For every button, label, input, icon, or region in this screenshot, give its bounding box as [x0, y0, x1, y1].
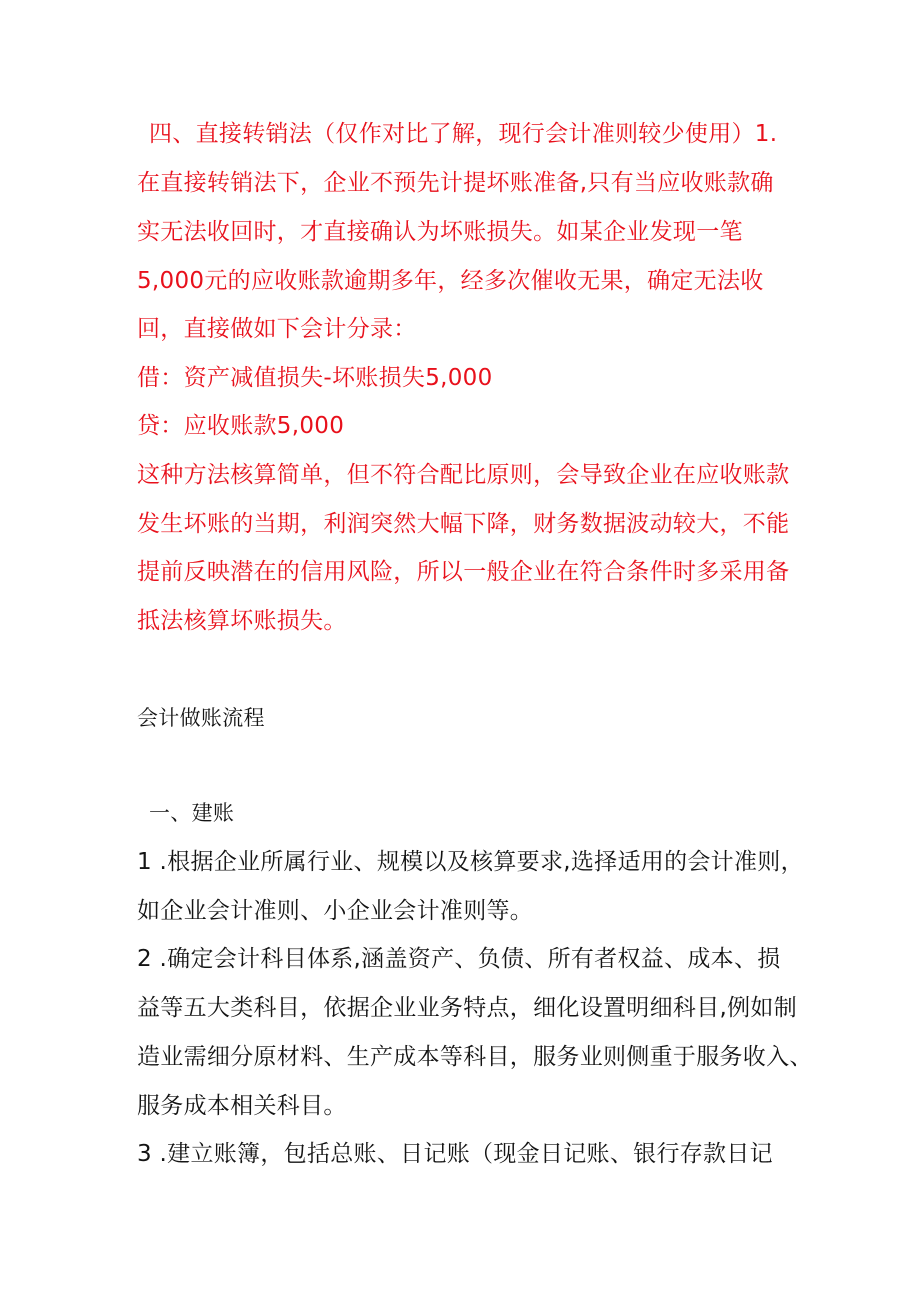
red-line-4: 回，直接做如下会计分录：	[137, 316, 417, 342]
black-line-0: 1 .根据企业所属行业、规模以及核算要求,选择适用的会计准则，	[137, 849, 804, 875]
black-line-4: 造业需细分原材料、生产成本等科目，服务业则侧重于服务收入、	[137, 1044, 813, 1070]
red-line-3: 5,000元的应收账款逾期多年，经多次催收无果，确定无法收	[137, 268, 764, 294]
red-line-7: 这种方法核算简单，但不符合配比原则，会导致企业在应收账款	[137, 462, 790, 488]
black-line-3: 益等五大类科目，依据企业业务特点，细化设置明细科目,例如制	[137, 995, 798, 1021]
red-line-10: 抵法核算坏账损失。	[137, 608, 347, 634]
red-line-0: 四、直接转销法（仅作对比了解，现行会计准则较少使用）1.	[149, 121, 778, 147]
red-line-8: 发生坏账的当期，利润突然大幅下降，财务数据波动较大，不能	[137, 511, 790, 537]
red-line-9: 提前反映潜在的信用风险，所以一般企业在符合条件时多采用备	[137, 559, 790, 585]
section-title: 会计做账流程	[137, 706, 265, 730]
journal-debit-line: 借：资产减值损失-坏账损失5,000	[137, 365, 493, 391]
black-line-6: 3 .建立账簿，包括总账、日记账（现金日记账、银行存款日记	[137, 1141, 773, 1167]
black-line-5: 服务成本相关科目。	[137, 1093, 347, 1119]
section-subtitle: 一、建账	[149, 801, 235, 825]
red-line-2: 实无法收回时，才直接确认为坏账损失。如某企业发现一笔	[137, 219, 743, 245]
black-line-1: 如企业会计准则、小企业会计准则等。	[137, 898, 534, 924]
red-line-1: 在直接转销法下，企业不预先计提坏账准备,只有当应收账款确	[137, 170, 774, 196]
black-line-2: 2 .确定会计科目体系,涵盖资产、负债、所有者权益、成本、损	[137, 946, 781, 972]
journal-credit-line: 贷：应收账款5,000	[137, 413, 345, 439]
